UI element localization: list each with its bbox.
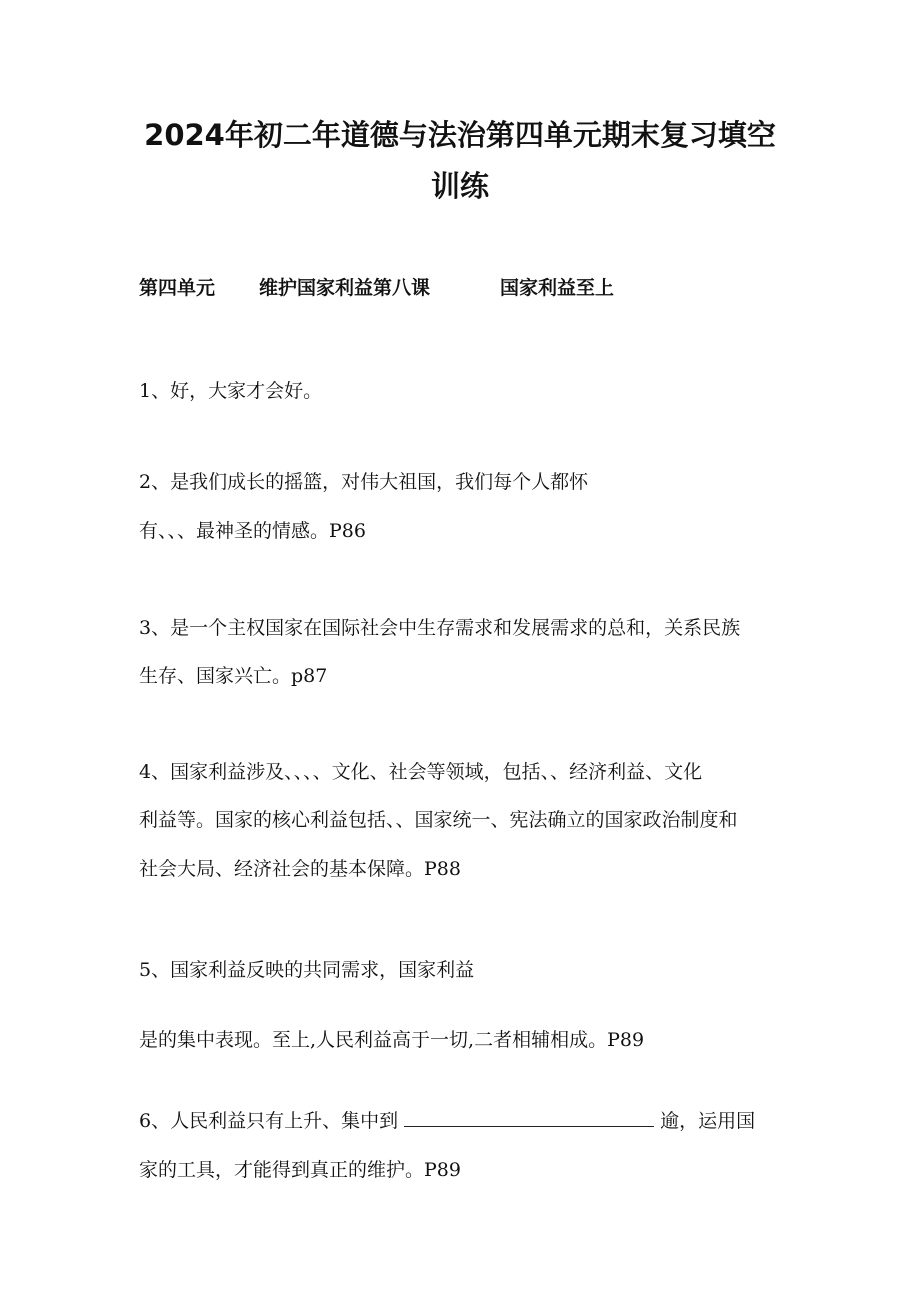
question-1-line-1: 1、好，大家才会好。 [139, 380, 323, 402]
question-6-text-after-blank: 逾，运用国 [660, 1110, 756, 1132]
question-2-line-1: 2、是我们成长的摇篮，对伟大祖国，我们每个人都怀 [139, 471, 589, 493]
question-6-line-1 [139, 1106, 755, 1136]
question-3-line-2: 生存、国家兴亡。p87 [139, 665, 328, 687]
question-5-line-2: 是的集中表现。至上,人民利益高于一切,二者相辅相成。P89 [139, 1029, 645, 1051]
section-unit: 第四单元 [139, 277, 216, 299]
question-6-text-before-blank: 6、人民利益只有上升、集中到 [139, 1110, 399, 1132]
section-lesson: 国家利益至上 [500, 277, 615, 299]
question-4-line-1: 4、国家利益涉及、、、、文化、社会等领域，包括、、经济利益、文化 [139, 761, 703, 783]
question-2-line-2: 有、、、最神圣的情感。P86 [139, 520, 366, 542]
question-4-line-2: 利益等。国家的核心利益包括、、国家统一、宪法确立的国家政治制度和 [139, 809, 738, 831]
question-5-line-1: 5、国家利益反映的共同需求，国家利益 [139, 959, 475, 981]
question-6-line-2: 家的工具，才能得到真正的维护。P89 [139, 1159, 461, 1181]
fill-in-blank[interactable] [404, 1106, 654, 1127]
section-topic: 维护国家利益第八课 [259, 277, 431, 299]
question-3-line-1: 3、是一个主权国家在国际社会中生存需求和发展需求的总和，关系民族 [139, 617, 741, 639]
question-4-line-3: 社会大局、经济社会的基本保障。P88 [139, 858, 461, 880]
document-title-line-2: 训练 [430, 169, 489, 203]
document-title-line-1: 2024年初二年道德与法治第四单元期末复习填空 [144, 118, 776, 152]
